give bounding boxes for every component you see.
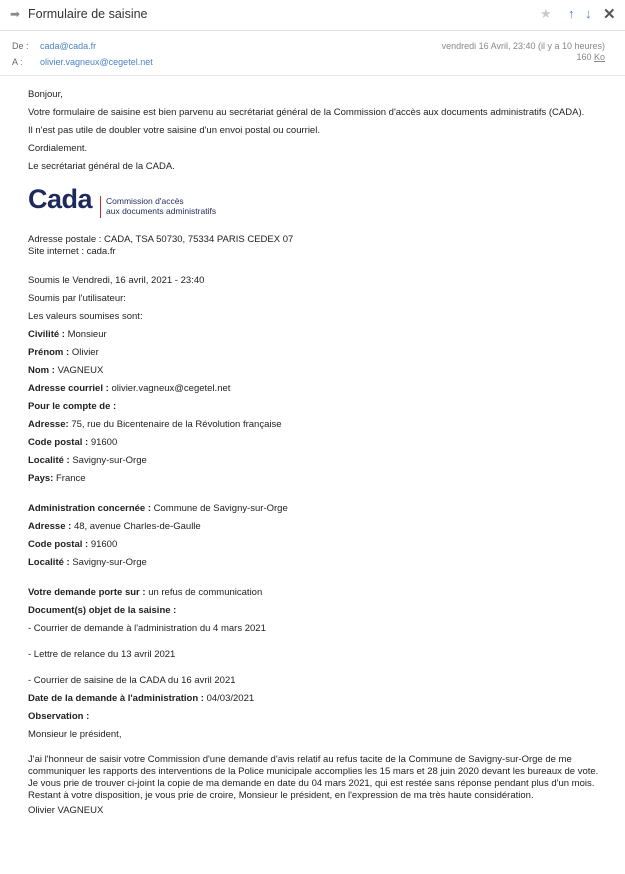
previous-message-icon[interactable]: ↑ [568,6,575,21]
prenom-value: Olivier [71,347,99,358]
observation-label: Observation : [28,711,90,722]
logo-subtitle-line-2: aux documents administratifs [106,206,217,216]
observation-salutation: Monsieur le président, [28,729,122,740]
message-body [28,86,603,820]
administration-label: Administration concernée : [28,503,151,514]
field-prenom [28,344,603,362]
cada-logo [28,184,603,224]
admin-localite-value: Savigny-sur-Orge [72,557,147,568]
message-header [0,31,625,76]
from-address[interactable]: cada@cada.fr [40,41,97,51]
size-value: 160 [576,52,592,62]
spacer [28,638,603,646]
intro-line-1: Votre formulaire de saisine est bien parvenu au secrétariat général de la Commission d'accès aux documents administratifs (CADA). [28,107,585,118]
date-demande-label: Date de la demande à l'administration : [28,693,204,704]
field-civilite [28,326,603,344]
submitted-values: Les valeurs soumises sont: [28,311,143,322]
size-unit: Ko [593,52,605,62]
message-date: vendredi 16 Avril, 23:40 (il y a 10 heures) [441,41,605,51]
demande-label: Votre demande porte sur : [28,587,146,598]
field-adresse [28,416,603,434]
admin-code-postal-value: 91600 [90,539,118,550]
admin-adresse-label: Adresse : [28,521,72,532]
civilite-value: Monsieur [67,329,107,340]
spacer [28,572,603,584]
compte-label: Pour le compte de : [28,401,117,412]
field-code-postal [28,434,603,452]
logo-separator [100,196,101,218]
localite-value: Savigny-sur-Orge [72,455,147,466]
observation-signature: Olivier VAGNEUX [28,805,104,816]
message-subject: Formulaire de saisine [28,7,148,21]
logo-wordmark: Cada [28,184,93,214]
documents-label: Document(s) objet de la saisine : [28,605,177,616]
star-icon[interactable]: ★ [540,6,552,21]
cada-address [28,234,603,258]
submission-date: Soumis le Vendredi, 16 avril, 2021 - 23:40 [28,275,205,286]
intro-line-3: Cordialement. [28,143,88,154]
adresse-label: Adresse: [28,419,69,430]
field-observation [28,708,603,726]
forward-arrow-icon: ➡ [10,7,21,21]
spacer [28,488,603,500]
field-administration [28,500,603,518]
close-icon[interactable]: ✕ [603,6,616,23]
postal-address: Adresse postale : CADA, TSA 50730, 75334 PARIS CEDEX 07 [28,234,294,245]
pays-value: France [56,473,86,484]
next-message-icon[interactable]: ↓ [585,6,592,21]
code-postal-label: Code postal : [28,437,89,448]
administration-value: Commune de Savigny-sur-Orge [153,503,288,514]
document-item-2: - Lettre de relance du 13 avril 2021 [28,649,176,660]
date-demande-value: 04/03/2021 [206,693,255,704]
field-admin-adresse [28,518,603,536]
field-documents [28,602,603,620]
observation-paragraph-1: J'ai l'honneur de saisir votre Commission d'une demande d'avis relatif au refus tacite de la Commune de Savigny-sur-Orge de me communiquer les rapports des interventions de la Police municipale accomplies les 15 mars et 28 juin 2020 devant les bureaux de vote. [28,754,599,777]
field-nom [28,362,603,380]
field-pays [28,470,603,488]
submitted-by: Soumis par l'utilisateur: [28,293,126,304]
admin-localite-label: Localité : [28,557,70,568]
document-item-3: - Courrier de saisine de la CADA du 16 avril 2021 [28,675,236,686]
field-admin-localite [28,554,603,572]
field-localite [28,452,603,470]
nom-value: VAGNEUX [57,365,104,376]
pays-label: Pays: [28,473,54,484]
code-postal-value: 91600 [90,437,118,448]
admin-code-postal-label: Code postal : [28,539,89,550]
from-label: De : [12,41,29,51]
email-value: olivier.vagneux@cegetel.net [111,383,231,394]
message-toolbar [0,0,625,31]
message-size [576,52,605,62]
adresse-value: 75, rue du Bicentenaire de la Révolution française [71,419,282,430]
field-demande [28,584,603,602]
to-address[interactable]: olivier.vagneux@cegetel.net [40,57,153,67]
observation-paragraph-2: Je vous prie de trouver ci-joint la copie de ma demande en date du 04 mars 2021, qui est restée sans réponse pendant plus d'un mois. [28,778,595,789]
admin-adresse-value: 48, avenue Charles-de-Gaulle [73,521,201,532]
document-item-1: - Courrier de demande à l'administration du 4 mars 2021 [28,623,266,634]
nom-label: Nom : [28,365,55,376]
logo-subtitle [106,196,216,216]
civilite-label: Civilité : [28,329,65,340]
field-compte [28,398,603,416]
greeting: Bonjour, [28,89,63,100]
field-admin-code-postal [28,536,603,554]
demande-value: un refus de communication [148,587,263,598]
logo-subtitle-line-1: Commission d'accès [106,196,184,206]
to-label: A : [12,57,23,67]
field-email [28,380,603,398]
intro-line-2: Il n'est pas utile de doubler votre saisine d'un envoi postal ou courriel. [28,125,320,136]
prenom-label: Prénom : [28,347,70,358]
spacer [28,664,603,672]
localite-label: Localité : [28,455,70,466]
field-date-demande [28,690,603,708]
intro-signature: Le secrétariat général de la CADA. [28,161,175,172]
observation-paragraph-3: Restant à votre disposition, je vous prie de croire, Monsieur le président, en l'expression de ma très haute considération. [28,790,534,801]
email-label: Adresse courriel : [28,383,109,394]
website: Site internet : cada.fr [28,246,116,257]
